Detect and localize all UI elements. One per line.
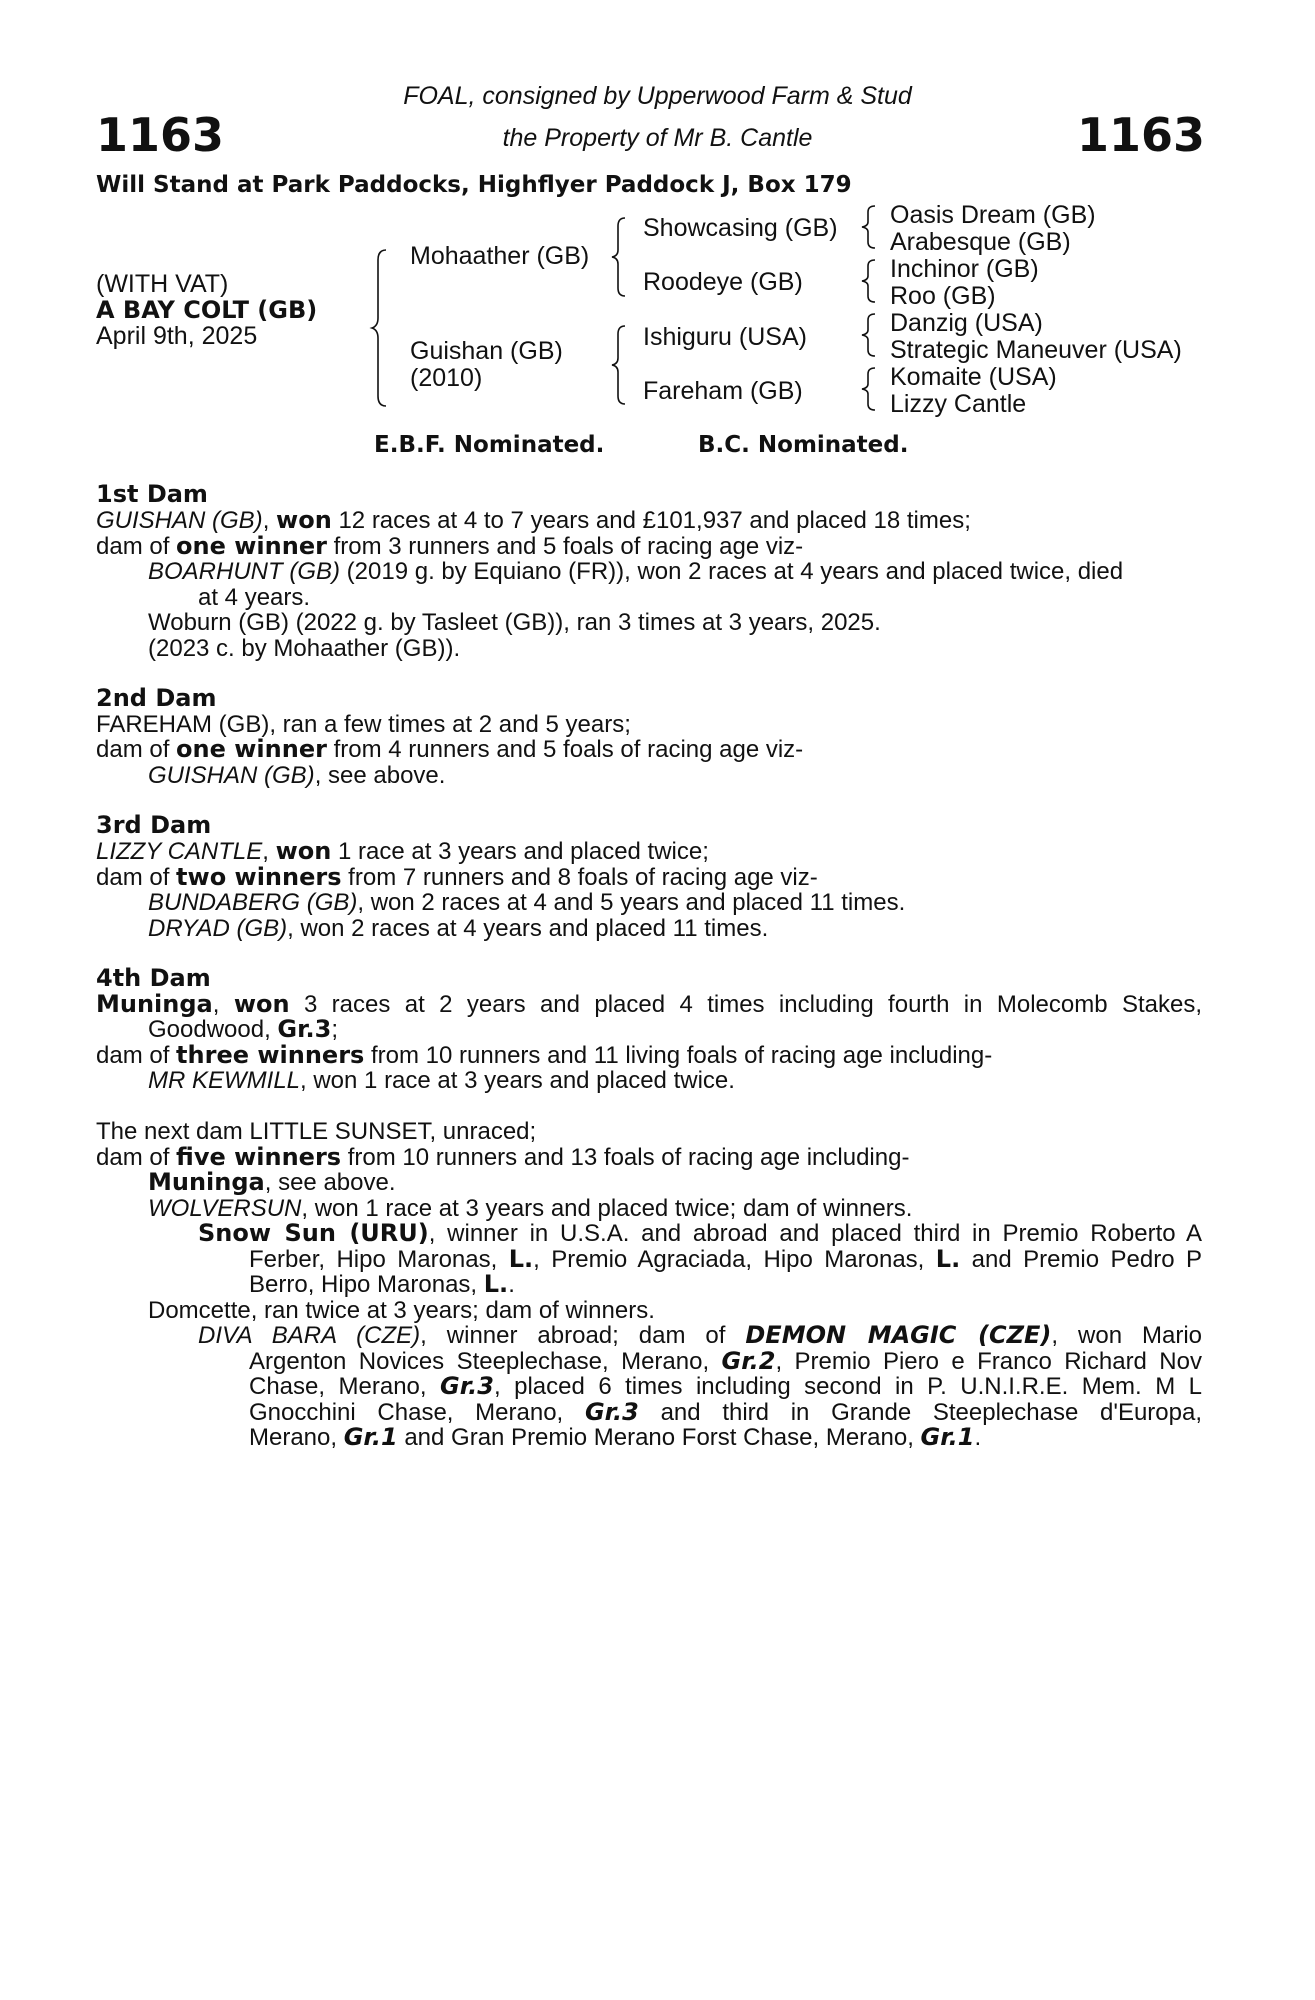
progeny-name: BUNDABERG (GB) bbox=[148, 889, 358, 916]
progeny-name: WOLVERSUN bbox=[148, 1195, 302, 1222]
progeny-name: Snow Sun (URU) bbox=[198, 1219, 429, 1247]
race-text: , Premio Piero e Franco Richard Nov bbox=[775, 1348, 1202, 1375]
third-dam-heading: 3rd Dam bbox=[96, 811, 212, 839]
winner-name: DEMON MAGIC (CZE) bbox=[745, 1321, 1052, 1349]
record-text: 1 race at 3 years and placed twice; bbox=[331, 838, 709, 865]
progeny-mr-kewmill bbox=[148, 1068, 735, 1094]
race-text: , placed 6 times including second in P. U.N.I.R.E. Mem. M L bbox=[493, 1373, 1203, 1400]
dam-name: Guishan (GB) bbox=[410, 337, 563, 365]
lot-number-left: 1163 bbox=[96, 108, 225, 162]
second-dam-produce bbox=[96, 737, 803, 763]
grade-badge: Gr.3 bbox=[440, 1372, 494, 1400]
race-text: Ferber, Hipo Maronas, bbox=[249, 1246, 509, 1273]
listed-badge: L. bbox=[935, 1245, 961, 1273]
ancestor-8: Lizzy Cantle bbox=[890, 390, 1027, 418]
first-dam-record: GUISHAN (GB), won 12 races at 4 to 7 years and £101,937 and placed 18 times; bbox=[96, 506, 971, 534]
runners-text: from 10 runners and 13 foals of racing age including- bbox=[341, 1144, 910, 1171]
lot-subject-name: A BAY COLT (GB) bbox=[96, 296, 318, 324]
progeny-guishan bbox=[148, 763, 445, 789]
race-text: , Premio Agraciada, Hipo Maronas, bbox=[533, 1246, 936, 1273]
progeny-bundaberg bbox=[148, 890, 905, 916]
dam-of: dam of bbox=[96, 736, 177, 763]
fourth-dam-heading: 4th Dam bbox=[96, 964, 211, 992]
winners-count: one winner bbox=[176, 532, 327, 560]
ebf-nomination: E.B.F. Nominated. bbox=[374, 432, 605, 458]
progeny-boarhunt bbox=[148, 559, 1123, 585]
race-text: and third in Grande Steeplechase d'Europa, bbox=[638, 1399, 1203, 1426]
dam-of: dam of bbox=[96, 533, 177, 560]
progeny-name: GUISHAN (GB) bbox=[148, 762, 315, 789]
grade-badge: Gr.1 bbox=[920, 1423, 975, 1451]
dam-dam: Fareham (GB) bbox=[643, 377, 803, 405]
lot-number-right: 1163 bbox=[1076, 108, 1205, 162]
ancestor-1: Oasis Dream (GB) bbox=[890, 201, 1096, 229]
third-dam-record: LIZZY CANTLE, won 1 race at 3 years and placed twice; bbox=[96, 837, 709, 865]
race-text: and Gran Premio Merano Forst Chase, Merano, bbox=[397, 1424, 921, 1451]
punctuation: . bbox=[508, 1271, 515, 1298]
winners-count: two winners bbox=[176, 863, 342, 891]
progeny-record: , winner in U.S.A. and abroad and placed third in Premio Roberto A bbox=[428, 1220, 1203, 1247]
progeny-snow-sun-cont2 bbox=[249, 1272, 515, 1298]
winners-count: one winner bbox=[176, 735, 327, 763]
ancestor-7: Komaite (USA) bbox=[890, 363, 1057, 391]
dam-name: GUISHAN (GB) bbox=[96, 507, 263, 534]
progeny-woburn: Woburn (GB) (2022 g. by Tasleet (GB)), ran 3 times at 3 years, 2025. bbox=[148, 609, 881, 636]
progeny-diva-bara-cont3 bbox=[249, 1400, 1202, 1426]
runners-text: from 4 runners and 5 foals of racing age viz- bbox=[326, 736, 804, 763]
progeny-2023-colt: (2023 c. by Mohaather (GB)). bbox=[148, 635, 461, 662]
ancestor-2: Arabesque (GB) bbox=[890, 228, 1071, 256]
ancestor-3: Inchinor (GB) bbox=[890, 255, 1039, 283]
brace-4 bbox=[862, 204, 878, 250]
race-text: Gnocchini Chase, Merano, bbox=[249, 1399, 585, 1426]
progeny-diva-bara-cont1 bbox=[249, 1349, 1202, 1375]
progeny-boarhunt-cont: at 4 years. bbox=[198, 584, 311, 611]
race-text: and Premio Pedro P bbox=[960, 1246, 1203, 1273]
race-text: , won Mario bbox=[1051, 1322, 1202, 1349]
runners-text: from 3 runners and 5 foals of racing age viz- bbox=[326, 533, 804, 560]
brace-2 bbox=[612, 216, 630, 298]
race-text: Berro, Hipo Maronas, bbox=[249, 1271, 484, 1298]
progeny-record: , see above. bbox=[314, 762, 446, 789]
first-dam-heading: 1st Dam bbox=[96, 480, 208, 508]
next-dam-record: The next dam LITTLE SUNSET, unraced; bbox=[96, 1118, 537, 1145]
winners-count: three winners bbox=[176, 1041, 365, 1069]
runners-text: from 10 runners and 11 living foals of racing age including- bbox=[364, 1042, 993, 1069]
won-label: won bbox=[233, 990, 290, 1018]
record-text: 12 races at 4 to 7 years and £101,937 and placed 18 times; bbox=[331, 507, 971, 534]
record-text: 3 races at 2 years and placed 4 times including fourth in Molecomb Stakes, bbox=[289, 991, 1203, 1018]
grade-badge: Gr.3 bbox=[277, 1015, 332, 1043]
progeny-diva-bara-cont2 bbox=[249, 1374, 1202, 1400]
second-dam-record: FAREHAM (GB), ran a few times at 2 and 5 years; bbox=[96, 711, 631, 738]
consignor-line: FOAL, consigned by Upperwood Farm & Stud bbox=[403, 82, 912, 110]
progeny-name: DIVA BARA (CZE) bbox=[198, 1322, 421, 1349]
ancestor-5: Danzig (USA) bbox=[890, 309, 1043, 337]
listed-badge: L. bbox=[483, 1270, 509, 1298]
punctuation: . bbox=[974, 1424, 982, 1451]
second-dam-heading: 2nd Dam bbox=[96, 684, 217, 712]
progeny-snow-sun-cont bbox=[249, 1247, 1202, 1273]
stand-location: Will Stand at Park Paddocks, Highflyer Paddock J, Box 179 bbox=[96, 172, 852, 198]
listed-badge: L. bbox=[508, 1245, 534, 1273]
progeny-name: Muninga bbox=[148, 1168, 265, 1196]
sire-sire: Showcasing (GB) bbox=[643, 214, 838, 242]
grade-badge: Gr.3 bbox=[584, 1398, 639, 1426]
grade-badge: Gr.2 bbox=[721, 1347, 776, 1375]
won-label: won bbox=[276, 506, 332, 534]
progeny-name: MR KEWMILL bbox=[148, 1067, 301, 1094]
race-text: Merano, bbox=[249, 1424, 344, 1451]
third-dam-produce bbox=[96, 865, 818, 891]
runners-text: from 7 runners and 8 foals of racing age viz- bbox=[341, 864, 818, 891]
brace-3 bbox=[612, 324, 630, 406]
dam-name: LIZZY CANTLE bbox=[96, 838, 263, 865]
won-label: won bbox=[275, 837, 332, 865]
progeny-record: , winner abroad; dam of bbox=[420, 1322, 746, 1349]
progeny-record: , see above. bbox=[264, 1169, 396, 1196]
next-dam-produce bbox=[96, 1145, 909, 1171]
fourth-dam-record: Muninga, won 3 races at 2 years and placed 4 times including fourth in Molecomb Stakes, bbox=[96, 990, 1203, 1018]
dam-year: (2010) bbox=[410, 364, 483, 392]
property-line: the Property of Mr B. Cantle bbox=[502, 124, 813, 152]
progeny-name: BOARHUNT (GB) bbox=[148, 558, 340, 585]
progeny-wolversun bbox=[148, 1196, 912, 1222]
progeny-record: , won 2 races at 4 and 5 years and placed 11 times. bbox=[357, 889, 906, 916]
progeny-name: DRYAD (GB) bbox=[148, 915, 288, 942]
progeny-record: , won 1 race at 3 years and placed twice; dam of winners. bbox=[301, 1195, 913, 1222]
progeny-dryad bbox=[148, 916, 768, 942]
ancestor-6: Strategic Maneuver (USA) bbox=[890, 336, 1182, 364]
dam-of: dam of bbox=[96, 1042, 177, 1069]
progeny-record: , won 1 race at 3 years and placed twice. bbox=[300, 1067, 735, 1094]
brace-5 bbox=[862, 258, 878, 304]
progeny-record: (2019 g. by Equiano (FR)), won 2 races at 4 years and placed twice, died bbox=[340, 558, 1124, 585]
dam-of: dam of bbox=[96, 864, 177, 891]
bc-nomination: B.C. Nominated. bbox=[698, 432, 909, 458]
first-dam-produce bbox=[96, 534, 803, 560]
winners-count: five winners bbox=[176, 1143, 342, 1171]
dam-sire: Ishiguru (USA) bbox=[643, 323, 807, 351]
dam-name: Muninga bbox=[96, 990, 213, 1018]
fourth-dam-produce bbox=[96, 1043, 992, 1069]
ancestor-4: Roo (GB) bbox=[890, 282, 996, 310]
grade-badge: Gr.1 bbox=[343, 1423, 398, 1451]
sire-name: Mohaather (GB) bbox=[410, 242, 590, 270]
brace-7 bbox=[862, 366, 878, 412]
vat-note: (WITH VAT) bbox=[96, 270, 229, 298]
brace-6 bbox=[862, 312, 878, 358]
racecourse: Goodwood, bbox=[148, 1016, 278, 1043]
progeny-record: , won 2 races at 4 years and placed 11 times. bbox=[287, 915, 769, 942]
race-text: Chase, Merano, bbox=[249, 1373, 441, 1400]
progeny-muninga bbox=[148, 1170, 396, 1196]
progeny-snow-sun bbox=[198, 1221, 1202, 1247]
race-text: Argenton Novices Steeplechase, Merano, bbox=[249, 1348, 722, 1375]
progeny-diva-bara bbox=[198, 1323, 1202, 1349]
progeny-diva-bara-cont4 bbox=[249, 1425, 981, 1451]
punctuation: ; bbox=[331, 1016, 339, 1043]
foaling-date: April 9th, 2025 bbox=[96, 322, 258, 350]
progeny-domcette: Domcette, ran twice at 3 years; dam of winners. bbox=[148, 1297, 655, 1324]
brace-1 bbox=[372, 248, 392, 408]
fourth-dam-record-cont bbox=[148, 1017, 338, 1043]
sire-dam: Roodeye (GB) bbox=[643, 268, 803, 296]
dam-of: dam of bbox=[96, 1144, 177, 1171]
